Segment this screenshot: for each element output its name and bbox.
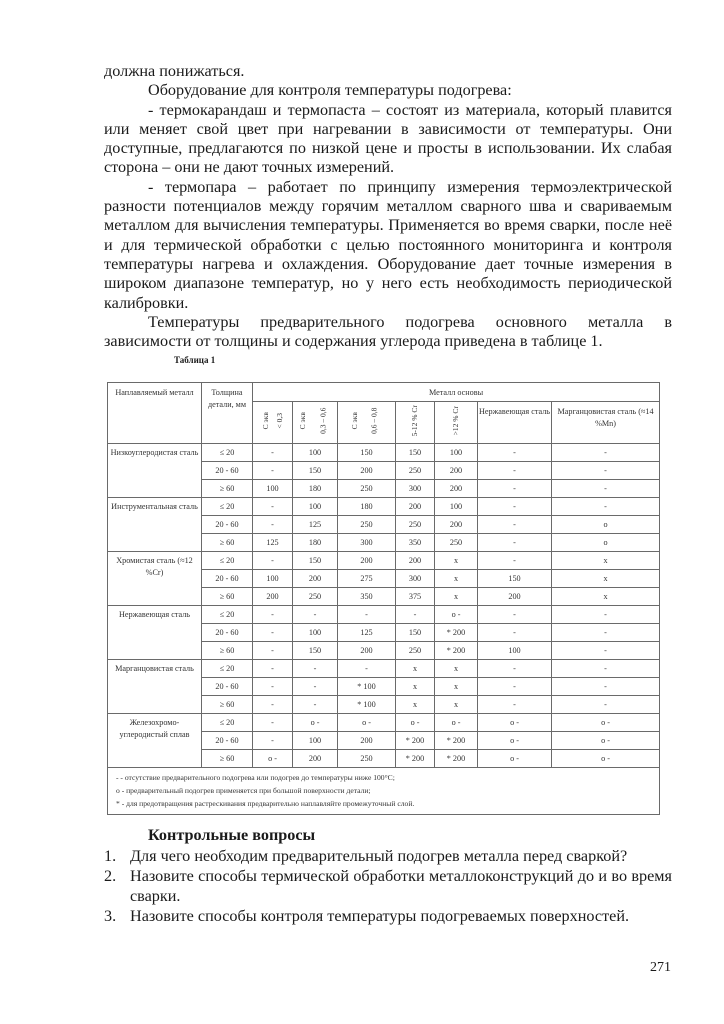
thickness-cell: 20 - 60 xyxy=(202,462,253,480)
preheat-value-cell: o xyxy=(552,516,660,534)
header-base-column xyxy=(293,402,338,444)
preheat-value-cell: - xyxy=(478,696,552,714)
table-row xyxy=(108,714,660,732)
vertical-header-line: С экв xyxy=(349,412,359,430)
preheat-value-cell: o - xyxy=(435,606,478,624)
preheat-value-cell: - xyxy=(478,624,552,642)
question-text: Назовите способы термической обработки металлоконструкций до и во время сварки. xyxy=(130,867,672,905)
preheat-value-cell: - xyxy=(552,642,660,660)
preheat-value-cell: * 100 xyxy=(338,696,396,714)
preheat-value-cell: - xyxy=(253,642,293,660)
preheat-value-cell: - xyxy=(478,660,552,678)
preheat-value-cell: 150 xyxy=(338,444,396,462)
preheat-value-cell: 150 xyxy=(293,552,338,570)
preheat-value-cell: 125 xyxy=(253,534,293,552)
preheat-value-cell: * 200 xyxy=(435,642,478,660)
preheat-value-cell: - xyxy=(396,606,435,624)
preheat-value-cell: 100 xyxy=(435,444,478,462)
preheat-value-cell: - xyxy=(293,696,338,714)
preheat-value-cell: - xyxy=(552,660,660,678)
preheat-value-cell: - xyxy=(338,606,396,624)
preheat-value-cell: 100 xyxy=(293,444,338,462)
thickness-cell: ≥ 60 xyxy=(202,696,253,714)
preheat-value-cell: - xyxy=(478,498,552,516)
preheat-value-cell: o - xyxy=(435,714,478,732)
legend-item: - - отсутствие предварительного подогрева или подогрев до температуры ниже 100°С; xyxy=(116,773,395,782)
preheat-value-cell: 100 xyxy=(293,498,338,516)
legend-item: о - предварительный подогрев применяется при большой поверхности детали; xyxy=(116,786,371,795)
preheat-value-cell: * 200 xyxy=(396,732,435,750)
preheat-value-cell: * 200 xyxy=(435,750,478,768)
table-header-row xyxy=(108,383,660,402)
preheat-value-cell: x xyxy=(552,570,660,588)
preheat-value-cell: 150 xyxy=(478,570,552,588)
preheat-value-cell: o - xyxy=(293,714,338,732)
preheat-value-cell: 200 xyxy=(338,732,396,750)
preheat-value-cell: - xyxy=(478,678,552,696)
thickness-cell: ≥ 60 xyxy=(202,480,253,498)
preheat-value-cell: - xyxy=(552,606,660,624)
preheat-value-cell: 200 xyxy=(293,750,338,768)
preheat-value-cell: - xyxy=(552,444,660,462)
preheat-value-cell: o - xyxy=(396,714,435,732)
preheat-value-cell: 200 xyxy=(478,588,552,606)
preheat-value-cell: o - xyxy=(552,732,660,750)
preheat-value-cell: 180 xyxy=(338,498,396,516)
preheat-value-cell: - xyxy=(253,462,293,480)
thickness-cell: ≤ 20 xyxy=(202,606,253,624)
preheat-value-cell: 180 xyxy=(293,480,338,498)
thickness-cell: ≥ 60 xyxy=(202,534,253,552)
deposited-metal-cell: Инструментальная сталь xyxy=(108,498,202,552)
preheat-value-cell: 150 xyxy=(293,462,338,480)
preheat-value-cell: 125 xyxy=(338,624,396,642)
question-item xyxy=(104,906,672,926)
preheat-value-cell: 200 xyxy=(338,462,396,480)
thickness-cell: 20 - 60 xyxy=(202,678,253,696)
header-thickness: Толщина детали, мм xyxy=(202,383,253,444)
header-base-column xyxy=(435,402,478,444)
preheat-value-cell: 250 xyxy=(338,516,396,534)
preheat-value-cell: - xyxy=(293,606,338,624)
preheat-value-cell: - xyxy=(253,624,293,642)
vertical-header-line: С экв xyxy=(298,412,308,430)
preheat-value-cell: 250 xyxy=(396,462,435,480)
preheat-value-cell: - xyxy=(552,678,660,696)
preheat-value-cell: 100 xyxy=(253,480,293,498)
vertical-header-line: 5-12 % Cr xyxy=(410,405,420,437)
preheat-value-cell: o - xyxy=(552,750,660,768)
preheat-value-cell: - xyxy=(338,660,396,678)
preheat-value-cell: - xyxy=(253,444,293,462)
thickness-cell: ≥ 60 xyxy=(202,750,253,768)
preheat-value-cell: 250 xyxy=(396,642,435,660)
preheat-value-cell: * 100 xyxy=(338,678,396,696)
vertical-header-wrap xyxy=(293,403,337,439)
thickness-cell: 20 - 60 xyxy=(202,732,253,750)
preheat-value-cell: 200 xyxy=(338,642,396,660)
preheat-value-cell: - xyxy=(253,714,293,732)
preheat-value-cell: 100 xyxy=(293,624,338,642)
preheat-value-cell: 300 xyxy=(396,480,435,498)
preheat-value-cell: o - xyxy=(552,714,660,732)
preheat-value-cell: - xyxy=(552,462,660,480)
preheat-value-cell: - xyxy=(253,516,293,534)
deposited-metal-cell: Нержавеющая сталь xyxy=(108,606,202,660)
question-number: 2. xyxy=(104,867,117,885)
preheat-value-cell: x xyxy=(396,696,435,714)
preheat-value-cell: 150 xyxy=(293,642,338,660)
preheat-value-cell: - xyxy=(552,624,660,642)
preheat-value-cell: - xyxy=(253,660,293,678)
preheat-value-cell: 300 xyxy=(396,570,435,588)
deposited-metal-cell: Железохромо-углеродистый сплав xyxy=(108,714,202,768)
paragraph-thermocouple: - термопара – работает по принципу измерения термоэлектрической разности потенциалов между горячим металлом сварного шва и свариваемым металлом для вычисления температуры. Применяется во время сварки, после неё и для термической обработки с целью постоянного мониторинга и контроля температуры нагрева и охлаждения. Оборудование дает точные измерения в широком диапазоне температур, но у него есть необходимость периодической калибровки. xyxy=(104,177,672,312)
preheat-value-cell: - xyxy=(253,498,293,516)
table-caption: Таблица 1 xyxy=(174,355,216,365)
question-number: 1. xyxy=(104,847,117,865)
preheat-value-cell: - xyxy=(253,696,293,714)
preheat-value-cell: 100 xyxy=(253,570,293,588)
vertical-header-line: >12 % Cr xyxy=(451,406,461,436)
preheat-value-cell: - xyxy=(478,516,552,534)
preheat-value-cell: - xyxy=(478,534,552,552)
question-item xyxy=(104,846,672,866)
thickness-cell: 20 - 60 xyxy=(202,624,253,642)
vertical-header-line: 0,3 – 0,6 xyxy=(317,407,327,435)
preheat-value-cell: x xyxy=(435,552,478,570)
preheat-value-cell: x xyxy=(396,660,435,678)
body-text xyxy=(104,62,672,351)
preheat-table-container xyxy=(107,382,659,815)
table-row xyxy=(108,498,660,516)
preheat-value-cell: - xyxy=(478,606,552,624)
preheat-value-cell: 250 xyxy=(338,750,396,768)
preheat-value-cell: 100 xyxy=(435,498,478,516)
question-text: Для чего необходим предварительный подогрев металла перед сваркой? xyxy=(130,847,628,865)
preheat-value-cell: o - xyxy=(478,732,552,750)
preheat-value-cell: * 200 xyxy=(435,732,478,750)
question-item xyxy=(104,866,672,906)
table-row xyxy=(108,606,660,624)
preheat-value-cell: o - xyxy=(338,714,396,732)
preheat-value-cell: 200 xyxy=(253,588,293,606)
preheat-value-cell: 200 xyxy=(396,552,435,570)
preheat-value-cell: x xyxy=(435,696,478,714)
thickness-cell: ≤ 20 xyxy=(202,444,253,462)
paragraph-equipment-intro: Оборудование для контроля температуры подогрева: xyxy=(148,81,512,100)
question-text: Назовите способы контроля температуры подогреваемых поверхностей. xyxy=(130,907,630,925)
preheat-value-cell: 275 xyxy=(338,570,396,588)
preheat-value-cell: - xyxy=(552,498,660,516)
questions-title: Контрольные вопросы xyxy=(148,826,316,844)
preheat-value-cell: 250 xyxy=(396,516,435,534)
header-base-metal: Металл основы xyxy=(253,383,660,402)
preheat-value-cell: 350 xyxy=(396,534,435,552)
preheat-value-cell: - xyxy=(478,444,552,462)
preheat-value-cell: o - xyxy=(253,750,293,768)
preheat-value-cell: 350 xyxy=(338,588,396,606)
questions-list xyxy=(104,846,672,926)
thickness-cell: ≥ 60 xyxy=(202,588,253,606)
preheat-value-cell: 200 xyxy=(293,570,338,588)
preheat-value-cell: - xyxy=(478,552,552,570)
header-base-column xyxy=(338,402,396,444)
header-base-column: Марганцовистая сталь (≈14 %Mn) xyxy=(552,402,660,444)
paragraph-thermopencil: - термокарандаш и термопаста – состоят из материала, который плавится или меняет свой цвет при нагревании в зависимости от температуры. Они доступные, предлагаются по низкой цене и просты в использовании. Их слабая сторона – они не дают точных измерений. xyxy=(104,100,672,177)
header-base-column xyxy=(253,402,293,444)
preheat-value-cell: 125 xyxy=(293,516,338,534)
thickness-cell: ≤ 20 xyxy=(202,714,253,732)
vertical-header-line: 0,6 – 0,8 xyxy=(369,407,379,435)
preheat-value-cell: 150 xyxy=(396,444,435,462)
preheat-value-cell: x xyxy=(552,552,660,570)
preheat-value-cell: 150 xyxy=(396,624,435,642)
preheat-value-cell: - xyxy=(478,480,552,498)
thickness-cell: ≥ 60 xyxy=(202,642,253,660)
preheat-value-cell: 200 xyxy=(435,480,478,498)
vertical-header-line: С экв xyxy=(261,412,271,430)
table-legend xyxy=(108,768,660,815)
preheat-value-cell: - xyxy=(253,678,293,696)
vertical-header-wrap xyxy=(253,403,292,439)
preheat-value-cell: 250 xyxy=(338,480,396,498)
vertical-header-wrap xyxy=(435,403,477,439)
thickness-cell: ≤ 20 xyxy=(202,498,253,516)
preheat-value-cell: 200 xyxy=(338,552,396,570)
deposited-metal-cell: Хромистая сталь (≈12 %Cr) xyxy=(108,552,202,606)
preheat-value-cell: 200 xyxy=(396,498,435,516)
paragraph-continuation: должна понижаться. xyxy=(104,62,245,80)
preheat-value-cell: * 200 xyxy=(396,750,435,768)
preheat-value-cell: - xyxy=(253,732,293,750)
preheat-value-cell: - xyxy=(293,678,338,696)
preheat-value-cell: x xyxy=(435,570,478,588)
page-number: 271 xyxy=(650,960,671,975)
table-body xyxy=(108,444,660,815)
preheat-value-cell: - xyxy=(478,462,552,480)
preheat-value-cell: 250 xyxy=(435,534,478,552)
preheat-value-cell: x xyxy=(435,660,478,678)
table-row xyxy=(108,660,660,678)
thickness-cell: 20 - 60 xyxy=(202,516,253,534)
header-base-column: Нержавеющая сталь xyxy=(478,402,552,444)
preheat-value-cell: - xyxy=(552,696,660,714)
legend-row xyxy=(108,768,660,815)
thickness-cell: ≤ 20 xyxy=(202,660,253,678)
preheat-value-cell: * 200 xyxy=(435,624,478,642)
preheat-value-cell: o - xyxy=(478,750,552,768)
vertical-header-line: < 0,3 xyxy=(275,413,285,429)
preheat-value-cell: o - xyxy=(478,714,552,732)
header-deposited-metal: Наплавляемый металл xyxy=(108,383,202,444)
preheat-value-cell: - xyxy=(253,606,293,624)
preheat-temperature-table xyxy=(107,382,660,815)
thickness-cell: 20 - 60 xyxy=(202,570,253,588)
preheat-value-cell: x xyxy=(435,678,478,696)
question-number: 3. xyxy=(104,907,117,925)
preheat-value-cell: 180 xyxy=(293,534,338,552)
table-row xyxy=(108,552,660,570)
preheat-value-cell: 250 xyxy=(293,588,338,606)
preheat-value-cell: - xyxy=(253,552,293,570)
table-row xyxy=(108,444,660,462)
thickness-cell: ≤ 20 xyxy=(202,552,253,570)
vertical-header-wrap xyxy=(338,403,395,439)
preheat-value-cell: x xyxy=(435,588,478,606)
paragraph-table-reference: Температуры предварительного подогрева основного металла в зависимости от толщины и содержания углерода приведена в таблице 1. xyxy=(104,312,672,351)
preheat-value-cell: 200 xyxy=(435,516,478,534)
deposited-metal-cell: Низкоуглеродистая сталь xyxy=(108,444,202,498)
preheat-value-cell: - xyxy=(552,480,660,498)
preheat-value-cell: 300 xyxy=(338,534,396,552)
preheat-value-cell: 100 xyxy=(478,642,552,660)
preheat-value-cell: 100 xyxy=(293,732,338,750)
preheat-value-cell: 200 xyxy=(435,462,478,480)
preheat-value-cell: o xyxy=(552,534,660,552)
vertical-header-wrap xyxy=(396,403,434,439)
preheat-value-cell: - xyxy=(293,660,338,678)
preheat-value-cell: x xyxy=(552,588,660,606)
preheat-value-cell: x xyxy=(396,678,435,696)
legend-item: * - для предотвращения растрескивания предварительно наплавляйте промежуточный слой. xyxy=(116,799,415,808)
preheat-value-cell: 375 xyxy=(396,588,435,606)
header-base-column xyxy=(396,402,435,444)
deposited-metal-cell: Марганцовистая сталь xyxy=(108,660,202,714)
